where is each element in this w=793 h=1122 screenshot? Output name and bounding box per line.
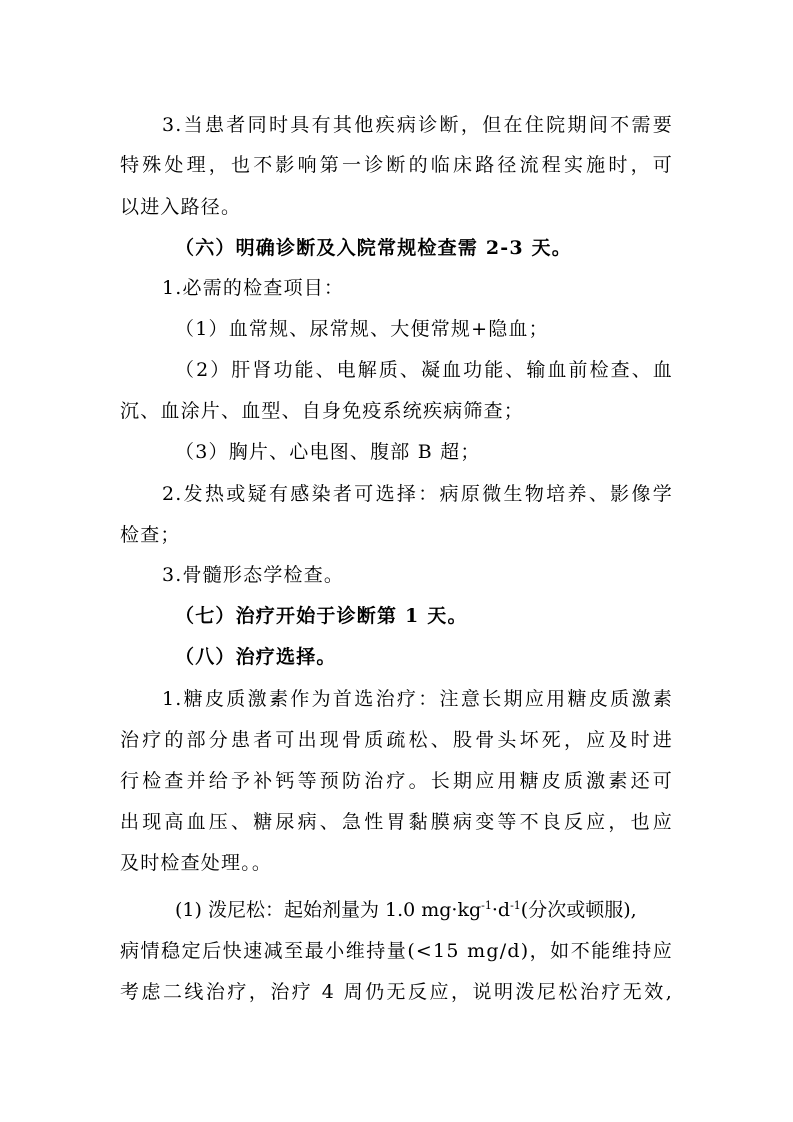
paragraph-line: 考虑二线治疗，治疗 4 周仍无反应，说明泼尼松治疗无效, <box>120 981 673 1003</box>
paragraph-line: 检查； <box>120 524 181 546</box>
list-item: （3）胸片、心电图、腹部 B 超； <box>175 441 481 463</box>
dose-text: ·d <box>491 899 511 921</box>
dose-line <box>175 896 673 924</box>
paragraph-line: 病情稳定后快速减至最小维持量(<15 mg/d)，如不能维持应 <box>120 940 673 962</box>
superscript: -1 <box>510 899 521 912</box>
paragraph-line: 治疗的部分患者可出现骨质疏松、股骨头坏死，应及时进 <box>120 729 673 751</box>
paragraph-line: 及时检查处理。。 <box>120 852 273 874</box>
section-heading: （七）治疗开始于诊断第 1 天。 <box>175 605 468 627</box>
paragraph-line: 以进入路径。 <box>120 196 242 218</box>
paragraph-line: 2.发热或疑有感染者可选择：病原微生物培养、影像学 <box>162 483 673 505</box>
dose-text: (1) 泼尼松：起始剂量为 1.0 mg·kg <box>175 899 482 921</box>
superscript: -1 <box>481 899 492 912</box>
paragraph-line: 沉、血涂片、血型、自身免疫系统疾病筛查； <box>120 400 525 422</box>
paragraph-line: 3.骨髓形态学检查。 <box>162 564 345 586</box>
section-heading: （八）治疗选择。 <box>175 646 337 668</box>
paragraph-line: 1.必需的检查项目： <box>162 277 345 299</box>
paragraph-line: 出现高血压、糖尿病、急性胃黏膜病变等不良反应，也应 <box>120 811 673 833</box>
dose-text: (分次或顿服), <box>520 899 637 921</box>
list-item: （2）肝肾功能、电解质、凝血功能、输血前检查、血 <box>175 359 673 381</box>
section-heading: （六）明确诊断及入院常规检查需 2-3 天。 <box>175 237 572 259</box>
list-item: （1）血常规、尿常规、大便常规+隐血； <box>175 318 549 340</box>
paragraph-line: 1.糖皮质激素作为首选治疗：注意长期应用糖皮质激素 <box>162 688 673 710</box>
paragraph-line: 行检查并给予补钙等预防治疗。长期应用糖皮质激素还可 <box>120 770 673 792</box>
paragraph-line: 3.当患者同时具有其他疾病诊断，但在住院期间不需要 <box>162 114 673 136</box>
paragraph-line: 特殊处理，也不影响第一诊断的临床路径流程实施时，可 <box>120 154 673 176</box>
